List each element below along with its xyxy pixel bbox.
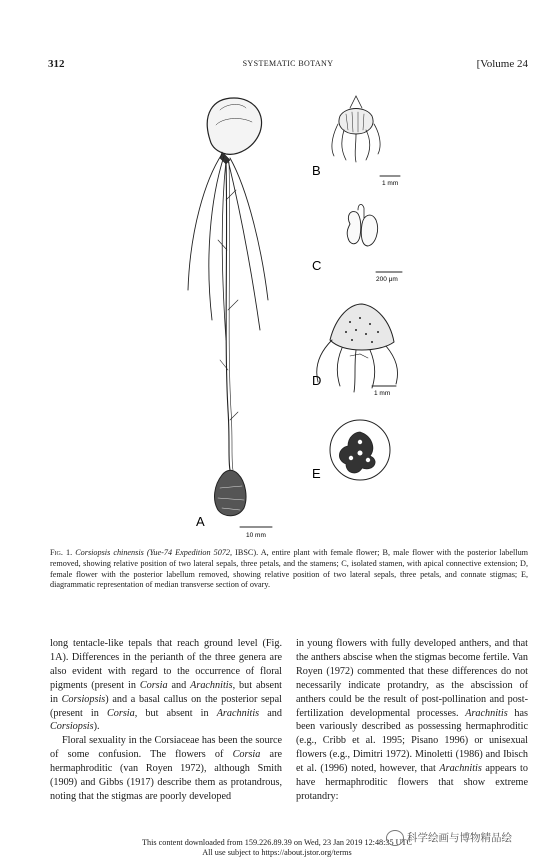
- caption-figure-number: Fig. 1.: [50, 548, 73, 557]
- genus-name: Arachnitis: [216, 707, 260, 719]
- text-run: appears to have hermaphroditic flowers that show extreme protandry:: [296, 763, 528, 802]
- genus-name: Arachnitis: [465, 707, 508, 719]
- genus-name: Arachnitis: [190, 679, 233, 691]
- watermark: [386, 830, 546, 852]
- footer-terms-link[interactable]: All use subject to https://about.jstor.org/terms: [202, 848, 352, 857]
- scale-label-c: 200 μm: [376, 276, 398, 283]
- genus-name: Corsia: [139, 679, 168, 691]
- text-run: are hermaphroditic (van Royen 1972), although Smith (1909) and Gibbs (1917) describe them as protandrous, noting that the stigmas are poorly developed: [50, 749, 282, 802]
- text-run: and: [259, 707, 282, 719]
- genus-name: Arachnitis: [439, 763, 482, 775]
- genus-name: Corsiopsis: [50, 721, 94, 733]
- text-run: , but absent in: [50, 679, 282, 705]
- panel-label-b: B: [312, 163, 321, 178]
- caption-text: IBSC). A, entire plant with female flower; B, male flower with the posterior labellum removed, showing relative position of two lateral sepals, three petals, and the stamens; C, isolated stamen, with apical connective extension; D, female flower with the posterior labellum removed, showing relative position of two lateral sepals, three petals, and connate stigmas; E, diagrammatic representation of median transverse section of ovary.: [50, 548, 529, 590]
- paragraph: [50, 637, 282, 734]
- journal-title: SYSTEMATIC BOTANY: [242, 59, 334, 68]
- wechat-icon: [386, 830, 404, 846]
- watermark-text: 科学绘画与博物精品绘: [407, 832, 512, 844]
- text-run: Floral sexuality in the Corsiaceae has been the source of some confusion. The flowers of: [50, 735, 282, 761]
- genus-name: Corsia: [232, 749, 261, 761]
- body-column-right: [296, 637, 528, 804]
- panel-e-ovary-section-drawing: [330, 420, 390, 480]
- scale-label-a: 10 mm: [246, 532, 266, 539]
- panel-a-plant-drawing: [188, 98, 268, 516]
- text-run: ) and a basal callus on the posterior sepal (present in: [50, 693, 282, 719]
- text-run: in young flowers with fully developed anthers, and that the anthers abscise when the stigmas become fertile. Van Royen (1972) commented that these differences do not necessarily indicate protandry, as the abscission of anthers could be the result of post-pollination and post-fertilization developmental processes.: [296, 638, 528, 719]
- paragraph: [50, 734, 282, 804]
- text-run: long tentacle-like tepals that reach ground level (Fig. 1A). Differences in the perianth of the three genera are also evident with regard to the occurrence of floral pigments (present in: [50, 638, 282, 691]
- footer-line-1: This content downloaded from 159.226.89.39 on Wed, 23 Jan 2019 12:48:35 UTC: [141, 838, 413, 847]
- text-run: and: [167, 679, 191, 691]
- caption-collection: (Yue-74 Expedition 5072,: [146, 548, 233, 557]
- panel-b-male-flower-drawing: [332, 96, 380, 162]
- panel-d-female-flower-drawing: [317, 304, 398, 392]
- panel-label-a: A: [196, 514, 205, 529]
- panel-c-stamen-drawing: [347, 204, 377, 246]
- caption-species: Corsiopsis chinensis: [75, 548, 144, 557]
- page-number: 312: [48, 58, 65, 70]
- botanical-figure: [150, 90, 410, 540]
- figure-caption: [50, 548, 528, 591]
- scale-label-b: 1 mm: [382, 180, 399, 187]
- panel-label-d: D: [312, 373, 322, 388]
- panel-label-e: E: [312, 466, 321, 481]
- text-run: , but absent in: [134, 707, 217, 719]
- panel-label-c: C: [312, 258, 322, 273]
- text-run: ).: [93, 721, 100, 733]
- paragraph: [296, 637, 528, 804]
- running-header: [48, 58, 528, 72]
- text-run: has been variously described as possessing hermaphroditic (e.g., Cribb et al. 1995; Pisano 1996) or unisexual flowers (e.g., Dimitri 1972). Minoletti (1986) and Ibisch et al. (1996) noted, however, that: [296, 707, 528, 775]
- genus-name: Corsiopsis: [61, 693, 106, 705]
- scale-label-d: 1 mm: [374, 390, 391, 397]
- volume-label: [Volume 24: [476, 58, 528, 70]
- body-column-left: [50, 637, 282, 804]
- genus-name: Corsia: [106, 707, 135, 719]
